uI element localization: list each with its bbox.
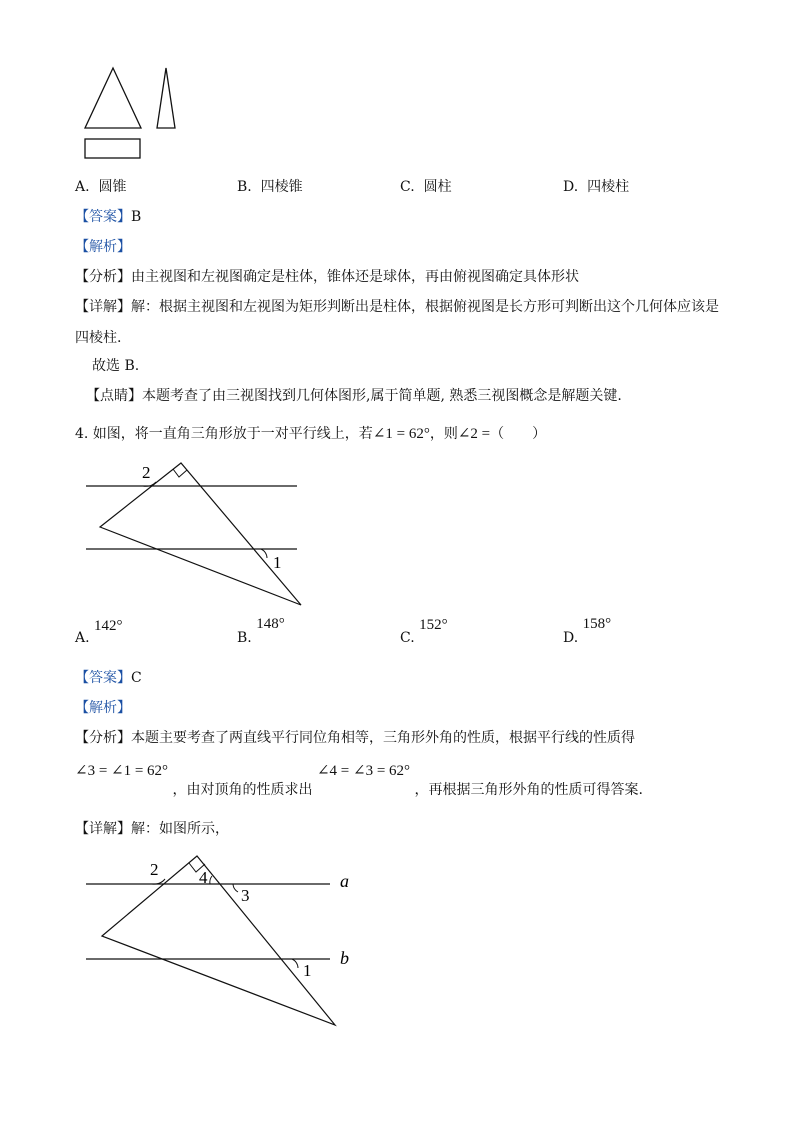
- q4-option-c: C. 152°: [400, 617, 448, 646]
- q4-analysis-line: [75, 697, 131, 717]
- q3-option-a: A. 圆锥: [75, 179, 127, 195]
- angle-1-label: 1: [303, 961, 312, 980]
- q3-choose-line: 故选 B.: [92, 358, 140, 374]
- front-view-triangle: [85, 68, 141, 128]
- angle-2-label: 2: [142, 463, 151, 482]
- fenxi-tag: 【分析】: [75, 269, 131, 285]
- dianjing-tag: 【点睛】: [86, 388, 142, 404]
- analysis-tag: 【解析】: [75, 700, 131, 716]
- side-view-triangle: [157, 68, 175, 128]
- q4-answer-line: [75, 667, 142, 687]
- analysis-tag: 【解析】: [75, 239, 131, 255]
- q3-fenxi-line: 【分析】由主视图和左视图确定是柱体，锥体还是球体，再由俯视图确定具体形状: [75, 269, 579, 285]
- three-view-figure: [80, 62, 190, 162]
- angle-4-arc: [210, 876, 212, 884]
- xiangjie-tag: 【详解】: [75, 821, 131, 837]
- q3-option-d: D. 四棱柱: [563, 179, 630, 195]
- answer-tag: 【答案】: [75, 209, 131, 225]
- q4-stem-condition: ∠1 = 62°: [372, 426, 430, 442]
- q4-stem: 4. 如图，将一直角三角形放于一对平行线上，若∠1 = 62°，则∠2 =（ ）: [75, 426, 547, 442]
- q3-option-c: C. 圆柱: [400, 179, 452, 195]
- equation-angle4: ∠4 = ∠3 = 62°: [316, 763, 411, 779]
- equation-angle3: ∠3 = ∠1 = 62°: [75, 763, 169, 779]
- q4-answer: C: [131, 670, 142, 686]
- answer-tag: 【答案】: [75, 670, 131, 686]
- xiangjie-tag: 【详解】: [75, 299, 131, 315]
- angle-1-arc: [261, 549, 267, 558]
- line-b-label: b: [340, 948, 349, 968]
- angle-1-arc: [292, 959, 298, 968]
- angle-3-label: 3: [241, 886, 250, 905]
- q4-option-d: D. 158°: [563, 616, 612, 646]
- line-a-label: a: [340, 871, 349, 891]
- q3-xiangjie-line: 【详解】解：根据主视图和左视图为矩形判断出是柱体，根据俯视图是长方形可判断出这个几何体应该是: [75, 299, 719, 315]
- q4-xiangjie-line: 【详解】解：如图所示，: [75, 821, 229, 837]
- angle-4-label: 4: [199, 868, 208, 887]
- q3-analysis-line: [75, 236, 131, 256]
- angle-1-label: 1: [273, 553, 282, 572]
- q4-fenxi-equations: ∠3 = ∠1 = 62° ，由对顶角的性质求出 ∠4 = ∠3 = 62° ，再根据三角形外角的性质可得答案.: [75, 763, 643, 798]
- q4-stem-ask: ∠2 =: [457, 426, 491, 442]
- angle-3-arc: [233, 884, 238, 892]
- angle-2-label: 2: [150, 860, 159, 879]
- top-view-rectangle: [85, 139, 140, 158]
- q4-option-a: A. 142°: [75, 618, 123, 646]
- right-triangle: [100, 463, 301, 605]
- q3-dianjing-line: 【点睛】本题考查了由三视图找到几何体图形,属于简单题, 熟悉三视图概念是解题关键.: [86, 388, 622, 404]
- q4-figure: [0, 455, 320, 615]
- q3-xiangjie-line2: 四棱柱.: [75, 330, 122, 346]
- q4-solution-figure: [0, 848, 380, 1033]
- right-angle-mark: [173, 469, 187, 477]
- q3-option-b: B. 四棱锥: [237, 179, 303, 195]
- q4-fenxi-line: 【分析】本题主要考查了两直线平行同位角相等，三角形外角的性质，根据平行线的性质得: [75, 730, 635, 746]
- q3-answer-line: [75, 206, 141, 226]
- angle-2-arc: [152, 879, 165, 884]
- q3-answer: B: [131, 209, 142, 225]
- q4-option-b: B. 148°: [237, 616, 285, 646]
- fenxi-tag: 【分析】: [75, 730, 131, 746]
- right-triangle: [102, 856, 335, 1025]
